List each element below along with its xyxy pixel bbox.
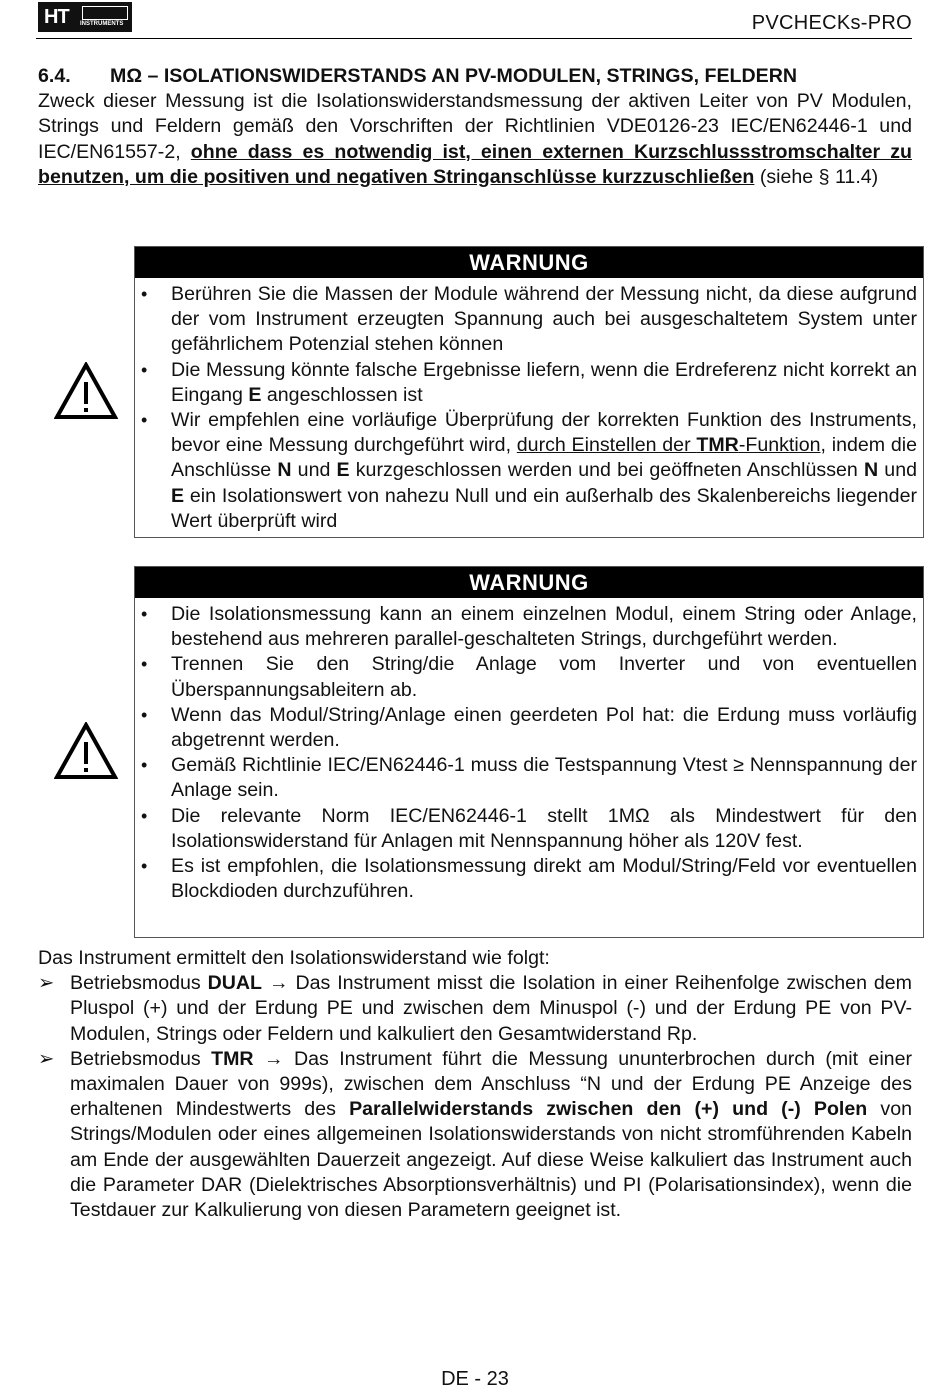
mode-name: TMR (211, 1047, 254, 1070)
warning-list (135, 598, 923, 904)
terminal-e: E (171, 484, 185, 507)
terminal-e: E (336, 459, 350, 482)
mode-emphasis: Parallelwiderstands zwischen den (+) und (-) Polen (349, 1098, 868, 1121)
section-intro (38, 64, 912, 190)
warning-triangle-icon (54, 362, 118, 420)
intro-emphasis: ohne dass es notwendig ist, einen externen Kurzschlussstromschalter zu benutzen, um die positiven und negativen Stringanschlüsse kurzzuschließen (38, 140, 912, 188)
arrow-bullet-icon: ➢ (38, 1047, 55, 1070)
terminal-n: N (863, 459, 879, 482)
warning-text: -Funktion, (738, 434, 826, 457)
warning-text: kurzgeschlossen werden und bei geöffneten Anschlüssen (349, 459, 864, 482)
logo-text: HT (44, 6, 69, 28)
logo-subtext: INSTRUMENTS (80, 21, 124, 27)
intro-reference: (siehe § 11.4) (754, 165, 879, 188)
document-title: PVCHECKs-PRO (751, 12, 912, 34)
section-heading (38, 64, 912, 89)
warning-item: • Berühren Sie die Massen der Module während der Messung nicht, da diese aufgrund der vom Instrument erzeugten Spannung auch bei ausgeschaltetem System unter gefährlichem Potenzial stehen können (135, 282, 917, 358)
warning-list (135, 278, 923, 534)
logo-wave-icon (82, 6, 128, 20)
warning-text: Wir empfehlen eine vorläufige Überprüfung der korrekten Funktion des Instruments, bevor eine Messung durchgeführt wird, (171, 409, 917, 457)
warning-item: • Die Isolationsmessung kann an einem einzelnen Modul, einem String oder Anlage, bestehend aus mehreren parallel-geschalteten Strings, durchgeführt werden. (135, 602, 917, 652)
warning-text: indem die Anschlüsse (171, 434, 917, 482)
mode-description: von Strings/Modulen oder eines allgemeinen Isolationswiderstands von nicht stromführenden Kabeln am Ende der ausgewählten Dauerzeit angezeigt. Auf diese Weise kalkuliert das Instrument auch die Parameter DAR (Dielektrisches Absorptionsverhältnis) und PI (Polarisationsindex), wenn die Testdauer zur Kalkulierung von diesen Parametern geeignet ist. (70, 1098, 912, 1222)
mode-description: → Das Instrument führt die Messung ununterbrochen durch (mit einer maximalen Dauer von 999s), zwischen dem Anschluss “N und der Erdung PE Anzeige des erhaltenen Mindestwerts des (70, 1047, 912, 1121)
intro-paragraph (38, 89, 912, 190)
terminal-n: N (277, 459, 292, 482)
ht-logo (38, 2, 132, 32)
warning-item (135, 358, 917, 408)
warning-item: • Trennen Sie den String/die Anlage vom Inverter und von eventuellen Überspannungsableitern ab. (135, 652, 917, 702)
modes-section (38, 946, 912, 1223)
intro-text: Zweck dieser Messung ist die Isolationswiderstandsmessung der aktiven Leiter von PV Modulen, Strings und Feldern gemäß den Vorschriften der Richtlinien VDE0126-23 IEC/EN62446-1 und IEC/EN61557-2, (38, 90, 912, 163)
tmr-label: TMR (696, 434, 739, 457)
modes-intro: Das Instrument ermittelt den Isolationswiderstand wie folgt: (38, 947, 550, 969)
mode-description: → Das Instrument misst die Isolation in einer Reihenfolge zwischen dem Pluspol (+) und der Erdung PE und zwischen dem Minuspol (-) und der Erdung PE von PV-Modulen, Strings oder Feldern und kalkuliert den Gesamtwiderstand Rp. (70, 972, 912, 1045)
terminal-e: E (248, 383, 262, 406)
warning-item (135, 408, 917, 534)
warning-box-2 (134, 566, 924, 938)
warning-text: angeschlossen ist (261, 383, 423, 406)
section-title: MΩ – ISOLATIONSWIDERSTANDS AN PV-MODULEN, STRINGS, FELDERN (110, 65, 797, 87)
arrow-bullet-icon: ➢ (38, 972, 55, 995)
mode-text: Betriebsmodus (70, 972, 208, 995)
page-header (36, 2, 912, 39)
section-number: 6.4. (38, 65, 71, 87)
mode-tmr (38, 1047, 912, 1223)
tmr-link-text (517, 434, 826, 456)
warning-text: und (878, 459, 917, 482)
mode-dual (38, 971, 912, 1047)
warning-text: ein Isolationswert von nahezu Null und ein außerhalb des Skalenbereichs liegender Wert überprüft wird (171, 484, 917, 532)
warning-item: • Es ist empfohlen, die Isolationsmessung direkt am Modul/String/Feld vor eventuellen Blockdioden durchzuführen. (135, 854, 917, 904)
mode-text: Betriebsmodus (70, 1047, 212, 1070)
page-number: DE - 23 (441, 1368, 509, 1390)
warning-item: • Gemäß Richtlinie IEC/EN62446-1 muss die Testspannung Vtest ≥ Nennspannung der Anlage sein. (135, 753, 917, 803)
warning-item: • Die relevante Norm IEC/EN62446-1 stellt 1MΩ als Mindestwert für den Isolationswiderstand für Anlagen mit Nennspannung höher als 120V fest. (135, 804, 917, 854)
warning-title: WARNUNG (135, 567, 923, 598)
warning-triangle-icon (54, 722, 118, 780)
warning-title: WARNUNG (135, 247, 923, 278)
warning-text: durch Einstellen der (516, 434, 697, 457)
warning-text: Die Messung könnte falsche Ergebnisse liefern, wenn die Erdreferenz nicht korrekt an Eingang (171, 358, 917, 406)
warning-text: und (291, 459, 337, 482)
warning-item: • Wenn das Modul/String/Anlage einen geerdeten Pol hat: die Erdung muss vorläufig abgetrennt werden. (135, 703, 917, 753)
warning-box-1 (134, 246, 924, 538)
mode-name: DUAL (207, 972, 263, 995)
